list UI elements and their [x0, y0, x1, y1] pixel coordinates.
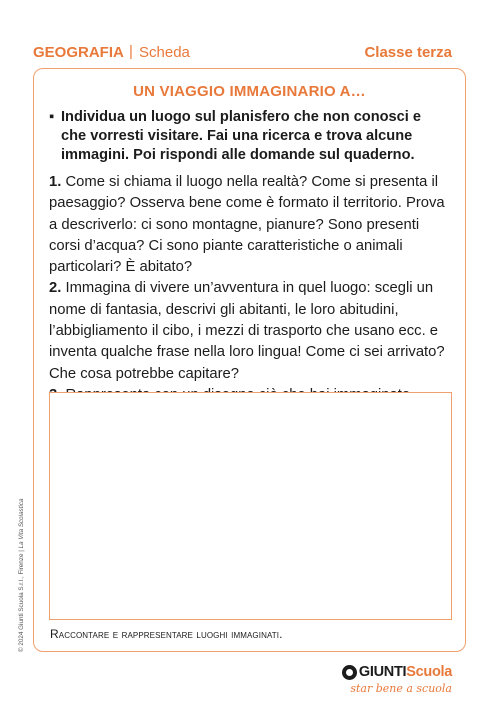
- logo-brand-giunti: GIUNTI: [358, 664, 407, 680]
- publisher-logo: [342, 664, 452, 700]
- question-item: [49, 278, 449, 384]
- page-header: [33, 42, 452, 64]
- copyright-notice: [18, 498, 25, 652]
- instruction-block: [49, 108, 447, 165]
- copyright-text: © 2024 Giunti Scuola S.r.l., Firenze |: [18, 548, 25, 652]
- worksheet-title: UN VIAGGIO IMMAGINARIO A…: [133, 83, 366, 100]
- question-number: 1.: [49, 174, 62, 190]
- drawing-caption: Raccontare e rappresentare luoghi immaginati.: [50, 627, 283, 641]
- question-text: Come si chiama il luogo nella realtà? Come si presenta il paesaggio? Osserva bene come è formato il territorio. Prova a descriverlo: ci sono montagne, pianure? Sono presenti corsi d’acqua? Ci sono piante caratteristiche o animali particolari? È abitato?: [49, 174, 445, 276]
- instruction-text: Individua un luogo sul planisfero che non conosci e che vorresti visitare. Fai una ricerca e trova alcune immagini. Poi rispondi alle domande sul quaderno.: [61, 109, 422, 163]
- question-number: 2.: [49, 280, 62, 297]
- grade-label: Classe terza: [364, 44, 452, 61]
- subject-label: GEOGRAFIA: [33, 44, 124, 61]
- logo-brand-scuola: Scuola: [406, 664, 452, 680]
- worksheet-type-label: Scheda: [139, 44, 190, 61]
- logo-tagline: star bene a scuola: [350, 682, 452, 695]
- drawing-area[interactable]: [49, 392, 452, 620]
- worksheet-card: [33, 68, 466, 652]
- question-item: [49, 172, 449, 278]
- publication-name: La Vita Scolastica: [18, 498, 25, 549]
- bullet-icon: ▪: [49, 109, 55, 125]
- questions-list: [49, 172, 449, 406]
- question-text: Immagina di vivere un’avventura in quel luogo: scegli un nome di fantasia, descrivi gli abitanti, le loro abitudini, l’abbigliamento il cibo, i mezzi di trasporto che usano ecc. e inventa qualche frase nella loro lingua! Come ci sei arrivato? Che cosa potrebbe capitare?: [49, 280, 445, 382]
- giunti-g-icon: [342, 665, 357, 680]
- logo-brand: [342, 664, 452, 680]
- header-separator: |: [129, 43, 133, 60]
